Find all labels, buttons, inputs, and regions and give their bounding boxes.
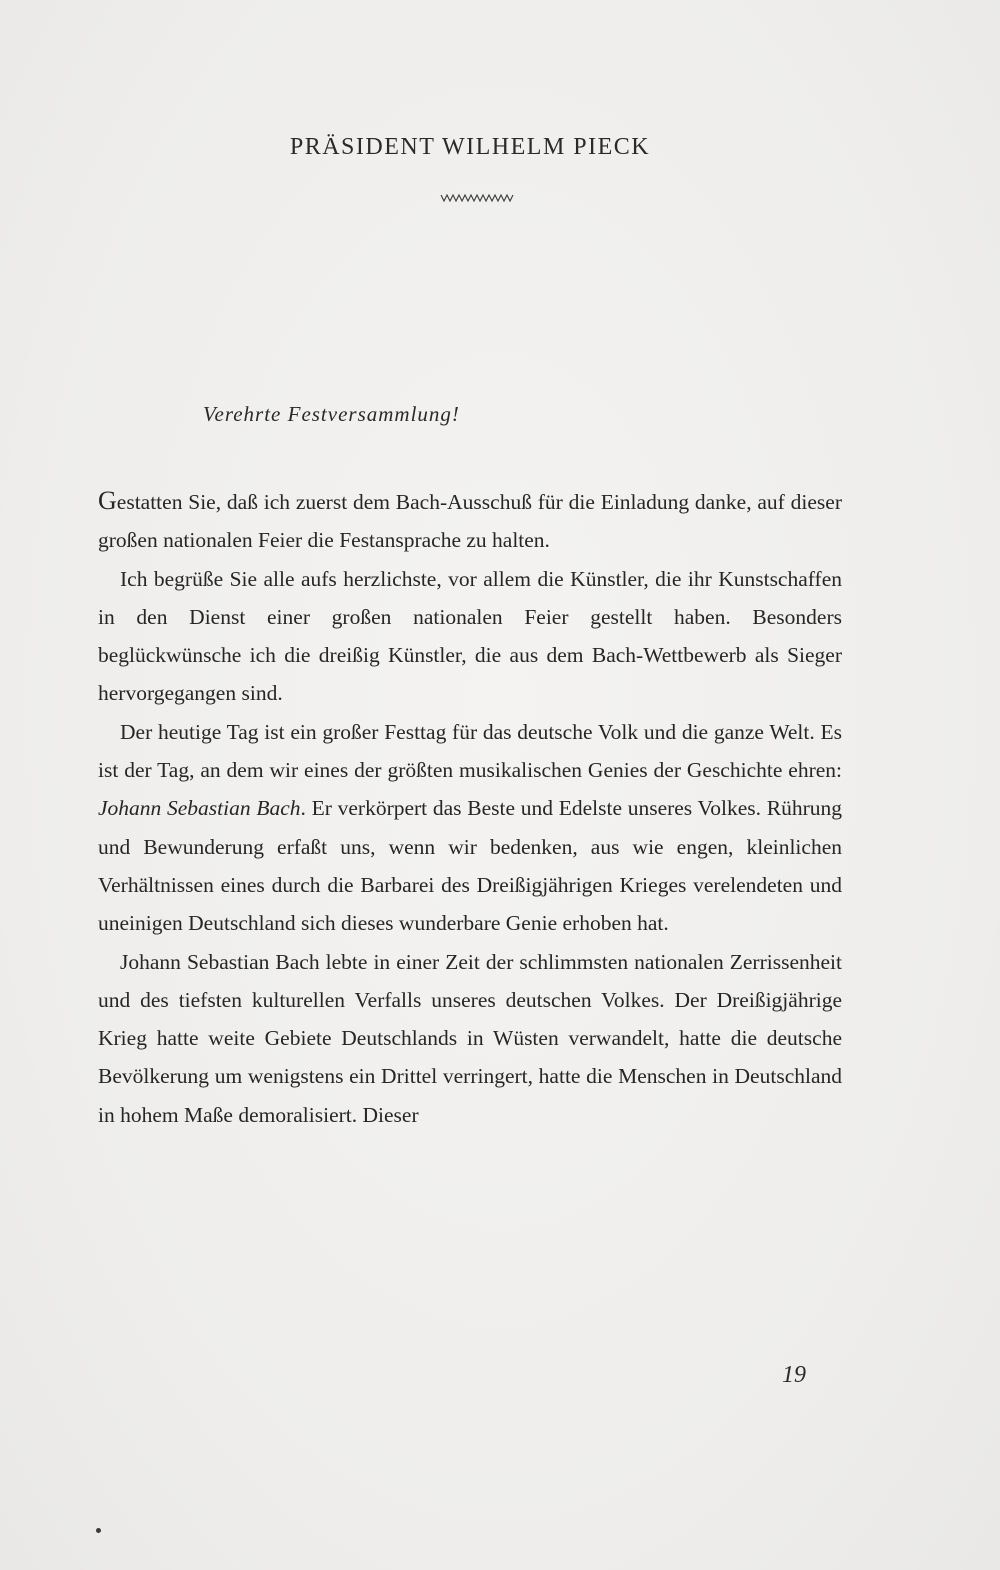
paragraph-1: Gestatten Sie, daß ich zuerst dem Bach-Ausschuß für die Einladung danke, auf dieser großen nationalen Feier die Festansprache zu halten. xyxy=(98,486,842,553)
paragraph-3-text-before: Der heutige Tag ist ein großer Festtag für das deutsche Volk und die ganze Welt. Es ist der Tag, an dem wir eines der größten musikalischen Genies der Geschichte ehren: xyxy=(98,719,842,783)
paragraph-3-text-after: . Er verkörpert das Beste und Edelste unseres Volkes. Rührung und Bewunderung erfaßt uns, wenn wir bedenken, aus wie engen, kleinlichen Verhältnissen eines durch die Barbarei des Dreißigjährigen Krieges verelendeten und uneinigen Deutschland sich dieses wunderbare Genie erhoben hat. xyxy=(98,796,842,936)
wave-ornament-icon xyxy=(440,192,514,204)
page-number: 19 xyxy=(782,1362,806,1388)
paragraph-2: Ich begrüße Sie alle aufs herzlichste, vor allem die Künstler, die ihr Kunstschaffen in den Dienst einer großen nationalen Feier gestellt haben. Besonders beglückwünsche ich die dreißig Künstler, die aus dem Bach-Wettbewerb als Sieger hervorgegangen sind. xyxy=(98,566,842,706)
salutation: Verehrte Festversammlung! xyxy=(203,402,460,426)
paragraph-4: Johann Sebastian Bach lebte in einer Zeit der schlimmsten nationalen Zerrissenheit und des tiefsten kulturellen Verfalls unseres deutschen Volkes. Der Dreißigjährige Krieg hatte weite Gebiete Deutschlands in Wüsten verwandelt, hatte die deutsche Bevölkerung um wenigstens ein Drittel verringert, hatte die Menschen in Deutschland in hohem Maße demoralisiert. Dieser xyxy=(98,949,842,1127)
body-text xyxy=(98,482,842,1134)
page-heading: PRÄSIDENT WILHELM PIECK xyxy=(289,134,651,160)
paragraph-3 xyxy=(98,713,842,943)
composer-name: Johann Sebastian Bach xyxy=(98,796,301,821)
print-speck xyxy=(96,1528,101,1533)
